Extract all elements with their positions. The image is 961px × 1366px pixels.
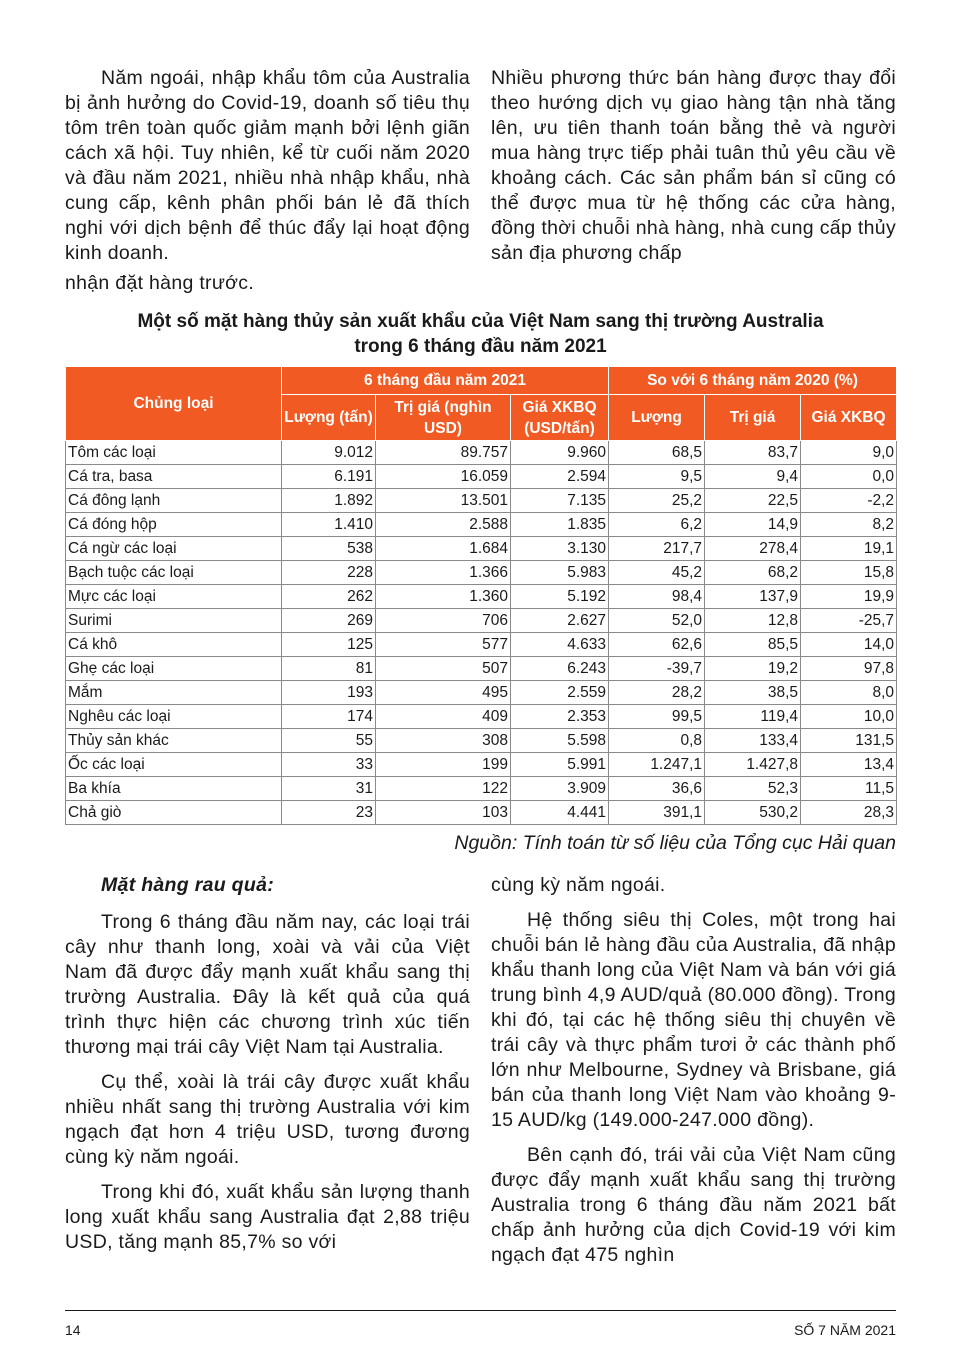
table-row [66,681,897,705]
row-value: 85,5 [705,633,801,657]
row-value: 6,2 [609,513,705,537]
row-value: 5.991 [511,753,609,777]
row-value: 308 [376,729,511,753]
row-value: 2.594 [511,465,609,489]
paragraph: Trong khi đó, xuất khẩu sản lượng thanh long xuất khẩu sang Australia đạt 2,88 triệu USD, tăng mạnh 85,7% so với [65,1181,470,1253]
table-row [66,777,897,801]
header-price-change: Giá XKBQ [801,395,897,441]
row-value: 1.892 [282,489,376,513]
row-category: Bạch tuộc các loại [66,561,282,585]
row-value: 103 [376,801,511,825]
row-value: 1.247,1 [609,753,705,777]
row-value: 23 [282,801,376,825]
row-category: Thủy sản khác [66,729,282,753]
header-value-change: Trị giá [705,395,801,441]
row-value: 13.501 [376,489,511,513]
table-row [66,465,897,489]
row-value: 13,4 [801,753,897,777]
row-value: 137,9 [705,585,801,609]
row-value: 36,6 [609,777,705,801]
row-category: Mực các loại [66,585,282,609]
row-value: 122 [376,777,511,801]
header-category: Chủng loại [66,367,282,441]
table-row [66,585,897,609]
row-value: 45,2 [609,561,705,585]
row-value: 19,1 [801,537,897,561]
header-avg-price: Giá XKBQ (USD/tấn) [511,395,609,441]
row-category: Mắm [66,681,282,705]
page-number: 14 [65,1322,81,1338]
header-value: Trị giá (nghìn USD) [376,395,511,441]
row-value: 38,5 [705,681,801,705]
row-value: 55 [282,729,376,753]
row-value: 9.960 [511,441,609,465]
paragraph: Hệ thống siêu thị Coles, một trong hai chuỗi bán lẻ hàng đầu của Australia, đã nhập khẩu thanh long của Việt Nam và bán với giá trung bình 4,9 AUD/quả (80.000 đồng). Trong khi đó, tại các hệ thống siêu thị chuyên về trái cây và thực phẩm tươi ở các thành phố lớn như Melbourne, Sydney và Brisbane, giá bán của thanh long Việt Nam vào khoảng 9-15 AUD/kg (149.000-247.000 đồng). [491,909,896,1131]
row-value: 7.135 [511,489,609,513]
row-value: 262 [282,585,376,609]
row-value: 5.598 [511,729,609,753]
article-column-top-left [65,66,470,266]
row-value: 217,7 [609,537,705,561]
row-value: 409 [376,705,511,729]
row-category: Ghẹ các loại [66,657,282,681]
row-value: 1.835 [511,513,609,537]
row-value: 5.983 [511,561,609,585]
row-category: Cá đông lạnh [66,489,282,513]
row-value: 0,0 [801,465,897,489]
row-value: 19,9 [801,585,897,609]
table-body [66,441,897,825]
issue-label: SỐ 7 NĂM 2021 [794,1322,896,1338]
row-value: 25,2 [609,489,705,513]
row-value: 3.130 [511,537,609,561]
row-category: Cá khô [66,633,282,657]
header-group-2021: 6 tháng đầu năm 2021 [282,367,609,395]
row-value: 530,2 [705,801,801,825]
row-value: 33 [282,753,376,777]
row-value: 98,4 [609,585,705,609]
row-value: 228 [282,561,376,585]
row-value: 538 [282,537,376,561]
row-value: 9,0 [801,441,897,465]
row-value: 193 [282,681,376,705]
row-value: 8,0 [801,681,897,705]
row-value: 10,0 [801,705,897,729]
row-value: 1.427,8 [705,753,801,777]
table-row [66,489,897,513]
row-category: Ốc các loại [66,753,282,777]
row-value: 16.059 [376,465,511,489]
row-value: 68,2 [705,561,801,585]
row-value: 52,0 [609,609,705,633]
row-value: 2.588 [376,513,511,537]
row-value: 97,8 [801,657,897,681]
row-value: 9,5 [609,465,705,489]
paragraph: Cụ thể, xoài là trái cây được xuất khẩu nhiều nhất sang thị trường Australia với kim ngạch đạt hơn 4 triệu USD, tương đương cùng kỳ năm ngoái. [65,1071,470,1168]
row-value: 0,8 [609,729,705,753]
row-value: 31 [282,777,376,801]
row-category: Tôm các loại [66,441,282,465]
row-value: 495 [376,681,511,705]
article-column-top-right [491,66,896,266]
row-value: 19,2 [705,657,801,681]
export-table [65,366,897,825]
row-value: 278,4 [705,537,801,561]
row-value: 62,6 [609,633,705,657]
table-row [66,801,897,825]
table-title-line-1: Một số mặt hàng thủy sản xuất khẩu của Việt Nam sang thị trường Australia [137,311,824,332]
row-value: -39,7 [609,657,705,681]
subheading: Mặt hàng rau quả: [101,874,275,896]
row-value: 6.243 [511,657,609,681]
row-value: 1.366 [376,561,511,585]
article-column-bottom-left [65,873,470,1265]
table-title [65,309,896,359]
table-title-line-2: trong 6 tháng đầu năm 2021 [354,336,607,357]
table-row [66,753,897,777]
table-source: Nguồn: Tính toán từ số liệu của Tổng cục Hải quan [454,832,896,854]
row-value: 269 [282,609,376,633]
header-group-compare: So với 6 tháng năm 2020 (%) [609,367,897,395]
paragraph: Năm ngoái, nhập khẩu tôm của Australia bị ảnh hưởng do Covid-19, doanh số tiêu thụ tôm trên toàn quốc giảm mạnh bởi lệnh giãn cách xã hội. Tuy nhiên, kể từ cuối năm 2020 và đầu năm 2021, nhiều nhà nhập khẩu, nhà cung cấp, kênh phân phối bán lẻ đã thích nghi với dịch bệnh để thúc đẩy lại hoạt động kinh doanh. [65,67,470,264]
row-category: Cá đóng hộp [66,513,282,537]
table-row [66,513,897,537]
row-value: 133,4 [705,729,801,753]
paragraph: Bên cạnh đó, trái vải của Việt Nam cũng được đẩy mạnh xuất khẩu sang thị trường Australia trong 6 tháng đầu năm 2021 bất chấp ảnh hưởng của dịch Covid-19 với kim ngạch đạt 475 nghìn [491,1144,896,1266]
row-value: 706 [376,609,511,633]
header-quantity: Lượng (tấn) [282,395,376,441]
row-value: -25,7 [801,609,897,633]
row-value: 8,2 [801,513,897,537]
row-value: 1.410 [282,513,376,537]
header-quantity-change: Lượng [609,395,705,441]
row-value: 2.353 [511,705,609,729]
row-category: Cá ngừ các loại [66,537,282,561]
row-value: 174 [282,705,376,729]
row-value: 131,5 [801,729,897,753]
row-value: 9.012 [282,441,376,465]
table-row [66,561,897,585]
table-row [66,705,897,729]
row-value: 83,7 [705,441,801,465]
row-value: 119,4 [705,705,801,729]
row-value: 22,5 [705,489,801,513]
row-category: Ba khía [66,777,282,801]
row-value: 2.627 [511,609,609,633]
table-row [66,657,897,681]
row-value: 11,5 [801,777,897,801]
row-value: 89.757 [376,441,511,465]
row-value: 1.684 [376,537,511,561]
row-value: 4.441 [511,801,609,825]
paragraph: Nhiều phương thức bán hàng được thay đổi theo hướng dịch vụ giao hàng tận nhà tăng lên, ưu tiên thanh toán bằng thẻ và người mua hàng trực tiếp phải tuân thủ yêu cầu về khoảng cách. Các sản phẩm bán sỉ cũng có thể được mua từ hệ thống các cửa hàng, đồng thời chuỗi nhà hàng, nhà cung cấp thủy sản địa phương chấp [491,67,896,264]
row-value: 52,3 [705,777,801,801]
table-row [66,729,897,753]
row-value: 68,5 [609,441,705,465]
table-row [66,609,897,633]
paragraph: Trong 6 tháng đầu năm nay, các loại trái cây như thanh long, xoài và vải của Việt Nam đã được đẩy mạnh xuất khẩu sang thị trường Australia. Đây là kết quả của quá trình thực hiện các chương trình xúc tiến thương mại trái cây Việt Nam tại Australia. [65,911,470,1058]
paragraph-continuation: cùng kỳ năm ngoái. [491,874,666,896]
row-category: Nghêu các loại [66,705,282,729]
row-value: 81 [282,657,376,681]
row-value: 28,3 [801,801,897,825]
row-category: Surimi [66,609,282,633]
row-value: 2.559 [511,681,609,705]
row-value: 5.192 [511,585,609,609]
paragraph-tail: nhận đặt hàng trước. [65,272,255,294]
row-value: 15,8 [801,561,897,585]
row-value: 14,9 [705,513,801,537]
row-value: 3.909 [511,777,609,801]
row-value: 12,8 [705,609,801,633]
row-value: 199 [376,753,511,777]
row-value: 4.633 [511,633,609,657]
table-row [66,537,897,561]
table-row [66,633,897,657]
row-value: 1.360 [376,585,511,609]
row-category: Cá tra, basa [66,465,282,489]
row-value: 28,2 [609,681,705,705]
row-value: 9,4 [705,465,801,489]
row-value: -2,2 [801,489,897,513]
row-value: 577 [376,633,511,657]
row-value: 125 [282,633,376,657]
row-value: 6.191 [282,465,376,489]
article-column-bottom-right [491,873,896,1278]
row-value: 391,1 [609,801,705,825]
row-value: 507 [376,657,511,681]
row-category: Chả giò [66,801,282,825]
row-value: 14,0 [801,633,897,657]
footer-divider [65,1310,896,1311]
row-value: 99,5 [609,705,705,729]
table-row [66,441,897,465]
